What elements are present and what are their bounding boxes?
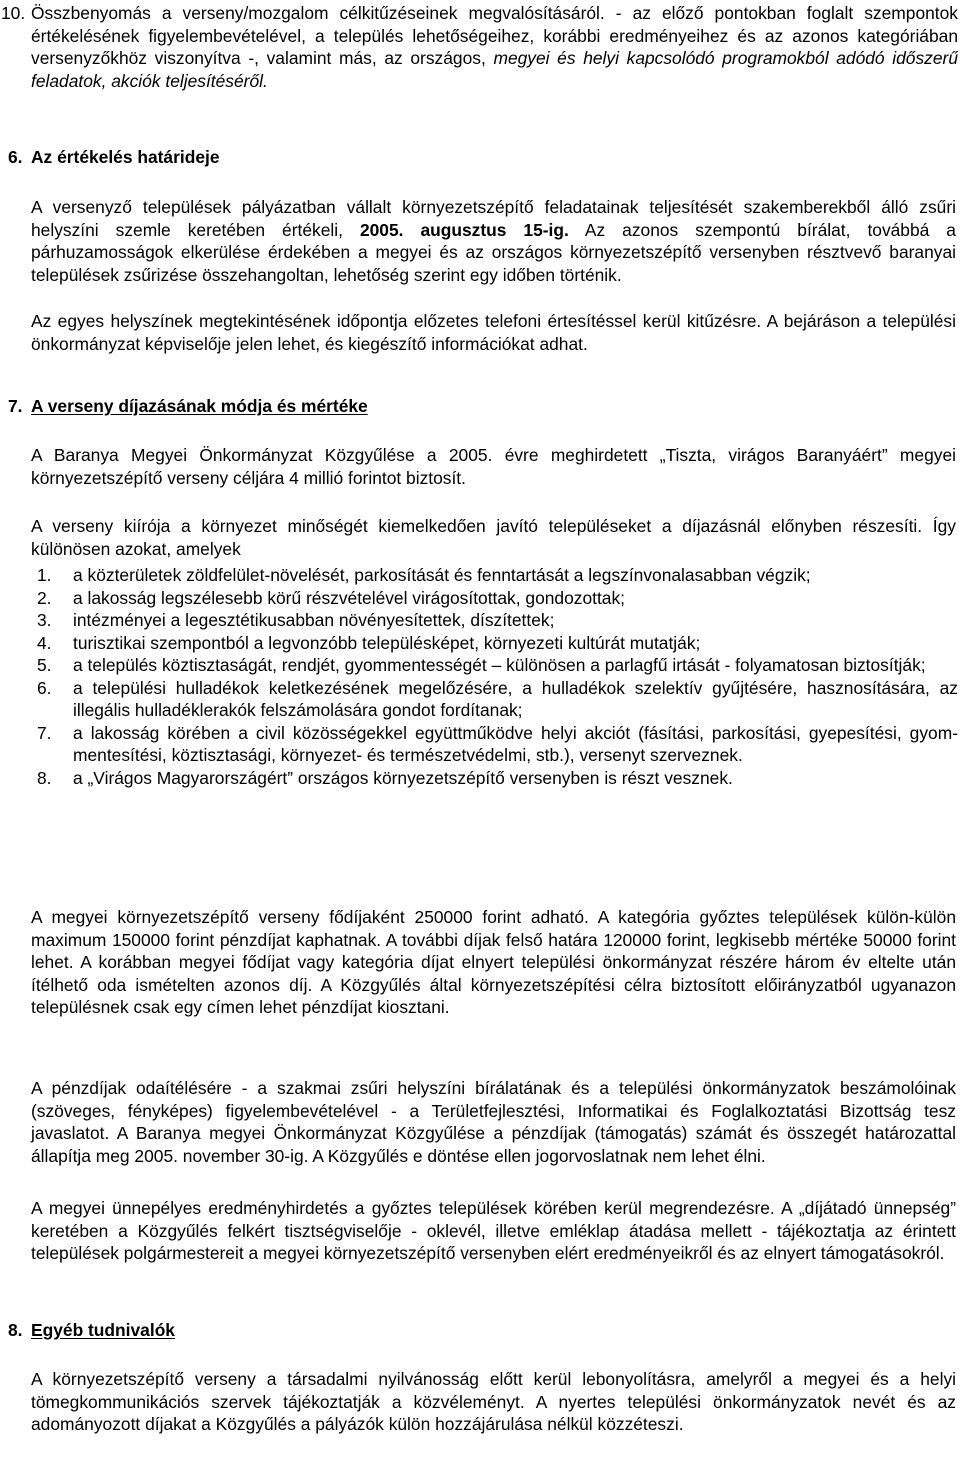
- section-7-paragraph-4: A pénzdíjak odaítélésére - a szakmai zsűri helyszíni bírálatának és a települési önkormányzatok beszámolóinak (szöveges, fényképes) figyelembevételével - a Területfejlesztési, Informatikai és Foglalkoztatási Bizottság tesz javaslatot. A Baranya megyei Önkormányzat Közgyűlése a pénzdíjak (támogatás) számát és összegét határozattal állapítja meg 2005. november 30-ig. A Közgyűlés e döntése ellen jogorvoslatnak nem lehet élni.: [31, 1078, 956, 1166]
- list-item: [0, 564, 958, 587]
- list-item: [0, 654, 958, 677]
- section-6-heading: [8, 146, 220, 169]
- list-item-text: a „Virágos Magyarországért” országos környezetszépítő versenyben is részt vesznek.: [73, 767, 733, 788]
- list-item-text: a települési hulladékok keletkezésének megelőzésére, a hulladékok szelektív gyűjtésére, hasznosítására, az illegális hulladéklerakók felszámolására gondot fordítanak;: [73, 677, 958, 720]
- section-7-paragraph-2: A verseny kiírója a környezet minőségét kiemelkedően javító településeket a díjazásnál előnyben részesíti. Így különösen azokat, amelyek: [31, 516, 956, 559]
- list-item: [0, 632, 958, 655]
- list-item-number: 3.: [37, 610, 52, 630]
- section-7-heading: [8, 395, 368, 418]
- list-item: [0, 722, 958, 767]
- section-10-text-start: Összbenyomás a verseny/mozgalom célkitűzéseinek megvalósításáról. - az előző pontokban foglalt szempontok értékelésének figyelembevételével, a település lehetőségeihez, korábbi eredményeihez és az azonos kategóriában versenyzőkhöz viszonyítva -, valamint más, az országos,: [31, 3, 958, 68]
- section-6-title: Az értékelés határideje: [31, 147, 220, 167]
- section-10-text: [31, 2, 958, 92]
- criteria-list: [0, 564, 958, 789]
- section-7-paragraph-3: A megyei környezetszépítő verseny fődíjaként 250000 forint adható. A kategória győztes települések külön-külön maximum 150000 forint pénzdíjat kaphatnak. A további díjak felső határa 120000 forint, legkisebb mértéke 50000 forint lehet. A korábban megyei fődíjat vagy kategória díjat elnyert települési önkormányzat részére három év eltelte után ítélhető oda ismételten azonos díj. A Közgyűlés által környezetszépítési célra biztosított előirányzatból ugyanazon településnek csak egy címen lehet pénzdíjat kiosztani.: [31, 907, 956, 1017]
- list-item-text: a lakosság körében a civil közösségekkel együttműködve helyi akciót (fásítási, parkosítási, gyepesítési, gyom-mentesítési, köztisztasági, környezet- és természetvédelmi, stb.), versenyt szerveznek.: [73, 722, 958, 765]
- list-item: [0, 587, 958, 610]
- section-6-p1-text-a: A versenyző települések pályázatban vállalt környezetszépítő feladatainak teljesítését szakemberekből álló zsűri helyszíni szemle keretében értékeli,: [31, 197, 956, 240]
- section-8-paragraph-1: A környezetszépítő verseny a társadalmi nyilvánosság előtt kerül lebonyolításra, amelyről a megyei és a helyi tömegkommunikációs szervek tájékoztatják a közvéleményt. A nyertes települési önkormányzatok nevét és az adományozott díjakat a Közgyűlés a pályázók külön hozzájárulása nélkül közzéteszi.: [31, 1369, 956, 1434]
- section-8-number: 8.: [8, 1320, 23, 1340]
- list-item: [0, 767, 958, 790]
- list-item-number: 4.: [37, 632, 52, 653]
- list-item-text: intézményei a legesztétikusabban növényesítettek, díszítettek;: [73, 610, 555, 630]
- section-8-title: Egyéb tudnivalók: [31, 1320, 175, 1340]
- section-6-number: 6.: [8, 147, 23, 167]
- section-10: [0, 2, 958, 92]
- list-item: [0, 609, 958, 632]
- list-item-text: a lakosság legszélesebb körű részvételével virágosítottak, gondozottak;: [73, 587, 625, 608]
- list-item-number: 5.: [37, 655, 52, 675]
- section-6-paragraph-1: [31, 196, 956, 286]
- list-item-text: a település köztisztaságát, rendjét, gyommentességét – különösen a parlagfű irtását - folyamatosan biztosítják;: [73, 655, 926, 675]
- section-8-heading: [8, 1319, 175, 1342]
- list-item-number: 7.: [37, 722, 52, 743]
- list-item-number: 1.: [37, 565, 52, 585]
- section-6-paragraph-2: Az egyes helyszínek megtekintésének időpontja előzetes telefoni értesítéssel kerül kitűzésre. A bejáráson a települési önkormányzat képviselője jelen lehet, és kiegészítő információkat adhat.: [31, 311, 956, 354]
- section-7-paragraph-5: A megyei ünnepélyes eredményhirdetés a győztes települések körében kerül megrendezésre. A „díjátadó ünnepség” keretében a Közgyűlés felkért tisztségviselője - oklevél, illetve emléklap átadása mellett - tájékoztatja az érintett települések polgármestereit a megyei környezetszépítő versenyben elért eredményeikről és az elnyert támogatásokról.: [31, 1198, 956, 1263]
- list-item: [0, 677, 958, 722]
- list-item-text: turisztikai szempontból a legvonzóbb településképet, környezeti kultúrát mutatják;: [73, 632, 701, 653]
- list-item-number: 8.: [37, 767, 52, 788]
- section-10-text-italic: megyei és helyi kapcsolódó programokból adódó időszerű feladatok, akciók teljesítéséről.: [31, 48, 958, 91]
- section-7-number: 7.: [8, 396, 23, 416]
- section-7-paragraph-1: A Baranya Megyei Önkormányzat Közgyűlése a 2005. évre meghirdetett „Tiszta, virágos Baranyáért” megyei környezetszépítő verseny céljára 4 millió forintot biztosít.: [31, 445, 956, 488]
- section-10-number: 10.: [1, 3, 26, 23]
- list-item-text: a közterületek zöldfelület-növelését, parkosítását és fenntartását a legszínvonalasabban végzik;: [73, 565, 811, 585]
- list-item-number: 6.: [37, 677, 52, 698]
- section-6-p1-text-b: Az azonos szempontú bírálat, továbbá a párhuzamosságok elkerülése érdekében a megyei és az országos környezetszépítő versenyben résztvevő baranyai települések zsűrizése összehangoltan, lehetőség szerint egy időben történik.: [31, 219, 956, 285]
- section-6-deadline: 2005. augusztus 15-ig.: [359, 219, 569, 240]
- section-7-title: A verseny díjazásának módja és mértéke: [31, 396, 368, 416]
- list-item-number: 2.: [37, 587, 52, 608]
